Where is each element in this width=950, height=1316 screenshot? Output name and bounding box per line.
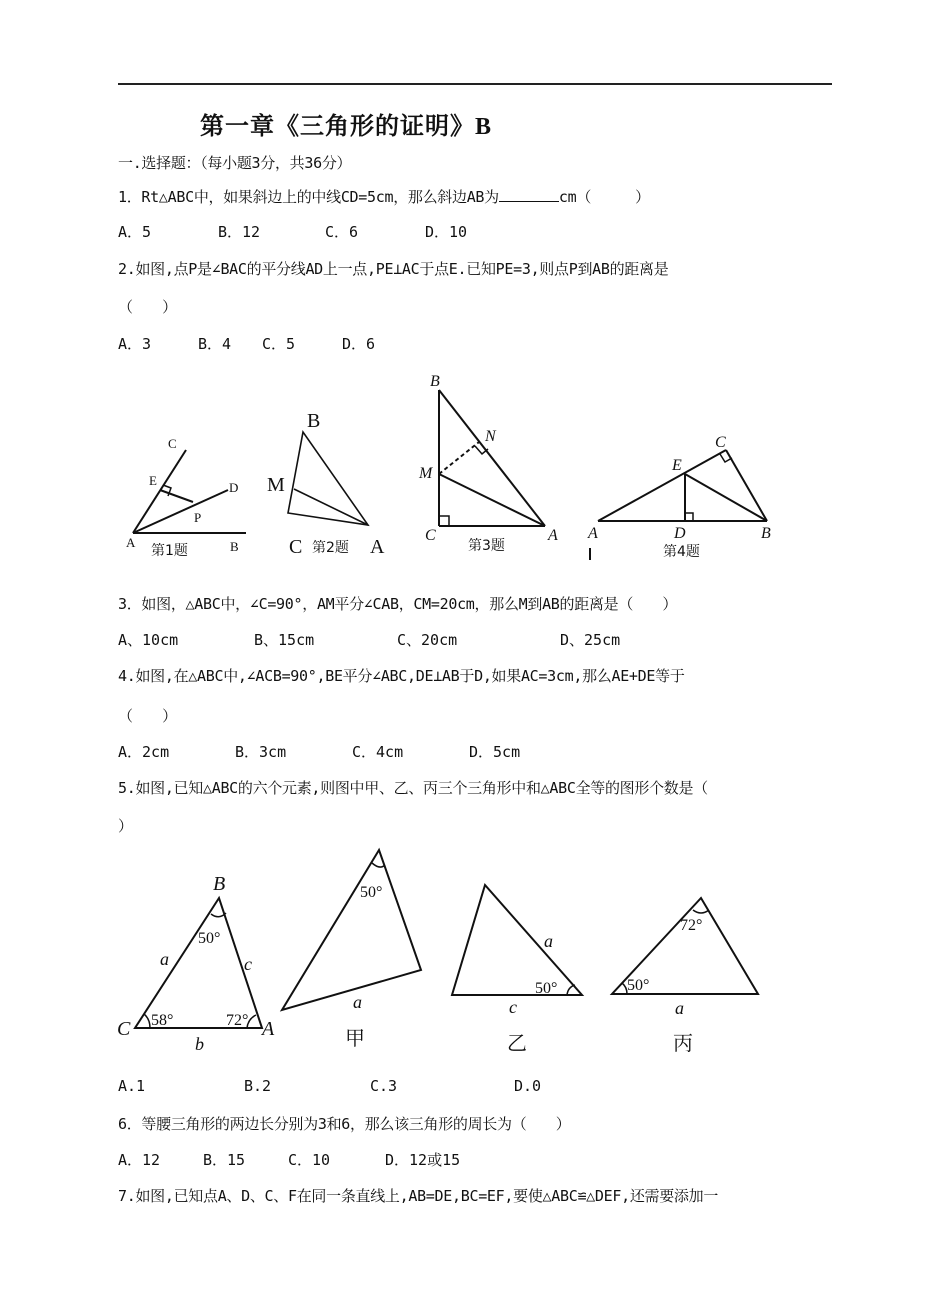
fig2-caption: 第2题 xyxy=(312,540,349,556)
fig5-yi-caption: 乙 xyxy=(507,1033,527,1055)
q5-option-d: D.0 xyxy=(514,1077,542,1095)
answer-blank xyxy=(499,189,559,202)
fig5-yi-side-a: a xyxy=(544,931,553,951)
figure-4 xyxy=(585,430,785,565)
fig1-label-d: D xyxy=(229,480,239,495)
figure-5-yi xyxy=(445,875,595,1055)
fig1-label-e: E xyxy=(149,473,157,488)
figure-1 xyxy=(118,430,258,565)
q2-option-a: A．3 xyxy=(118,335,152,353)
page-title: 第一章《三角形的证明》B xyxy=(200,114,493,140)
fig5-yi-angle: 50° xyxy=(535,980,558,997)
fig4-label-d: D xyxy=(674,525,686,542)
fig4-label-b: B xyxy=(761,525,771,542)
fig5-yi-side-c: c xyxy=(509,997,517,1017)
fig4-label-c: C xyxy=(715,434,726,451)
header-rule xyxy=(118,83,832,85)
question-3: 3．如图，△ABC中，∠C=90°，AM平分∠CAB，CM=20cm，那么M到AB的距离是（ ） xyxy=(118,595,678,613)
q1-option-a: A．5 xyxy=(118,223,152,241)
q3-option-b: B、15cm xyxy=(254,631,315,649)
fig5-bing-side: a xyxy=(675,998,684,1018)
fig5-bing-angle-top: 72° xyxy=(680,917,703,934)
fig5-label-c: C xyxy=(117,1018,131,1040)
fig1-label-p: P xyxy=(194,510,202,525)
figure-3 xyxy=(415,370,565,560)
question-1-tail: cm（ ） xyxy=(558,188,650,206)
q1-option-d: D．10 xyxy=(425,223,468,241)
q3-option-a: A、10cm xyxy=(118,631,179,649)
q6-option-d: D．12或15 xyxy=(385,1151,461,1169)
fig2-label-c: C xyxy=(289,536,303,558)
question-6: 6．等腰三角形的两边长分别为3和6，那么该三角形的周长为（ ） xyxy=(118,1115,571,1133)
figure-5-jia xyxy=(275,845,435,1055)
figure-2 xyxy=(265,405,395,565)
fig5-label-a: A xyxy=(262,1018,275,1040)
fig2-label-b: B xyxy=(307,410,321,432)
fig1-label-c: C xyxy=(168,436,177,451)
question-2-cont: （ ） xyxy=(118,298,177,316)
question-7: 7.如图,已知点A、D、C、F在同一条直线上,AB=DE,BC=EF,要使△ABC≌△DEF,还需要添加一 xyxy=(118,1187,719,1205)
q4-option-c: C．4cm xyxy=(352,743,404,761)
fig3-label-a: A xyxy=(548,527,558,544)
fig5-jia-caption: 甲 xyxy=(345,1028,365,1050)
q6-option-c: C．10 xyxy=(288,1151,331,1169)
question-1 xyxy=(118,186,650,207)
fig2-label-a: A xyxy=(370,536,385,558)
question-2: 2.如图,点P是∠BAC的平分线AD上一点,PE⊥AC于点E.已知PE=3,则点P到AB的距离是 xyxy=(118,260,669,278)
fig5-bing-angle-left: 50° xyxy=(627,977,650,994)
q3-option-d: D、25cm xyxy=(560,631,621,649)
fig4-label-e: E xyxy=(672,457,682,474)
q2-option-d: D．6 xyxy=(342,335,376,353)
fig3-caption: 第3题 xyxy=(468,538,505,554)
fig5-angle-c: 58° xyxy=(151,1012,174,1029)
q1-option-c: C．6 xyxy=(325,223,359,241)
q5-option-b: B.2 xyxy=(244,1077,272,1095)
question-1-text: 1．Rt△ABC中，如果斜边上的中线CD=5cm，那么斜边AB为 xyxy=(118,188,499,206)
q2-option-b: B．4 xyxy=(198,335,232,353)
q4-option-a: A．2cm xyxy=(118,743,170,761)
fig5-side-b: b xyxy=(195,1034,204,1054)
fig5-angle-a: 72° xyxy=(226,1012,249,1029)
q4-option-d: D．5cm xyxy=(469,743,521,761)
fig5-side-a: a xyxy=(160,949,169,969)
fig5-angle-b: 50° xyxy=(198,930,221,947)
question-4-cont: （ ） xyxy=(118,707,177,725)
q1-option-b: B．12 xyxy=(218,223,261,241)
fig5-side-c: c xyxy=(244,954,252,974)
q6-option-b: B．15 xyxy=(203,1151,246,1169)
q3-option-c: C、20cm xyxy=(397,631,458,649)
fig4-label-a: A xyxy=(588,525,598,542)
fig3-label-m: M xyxy=(419,465,433,482)
q4-option-b: B．3cm xyxy=(235,743,287,761)
figure-5-bing xyxy=(605,890,765,1055)
fig5-bing-caption: 丙 xyxy=(673,1033,693,1055)
fig1-label-b: B xyxy=(230,539,239,554)
figure-5-abc xyxy=(115,870,285,1055)
question-4: 4.如图,在△ABC中,∠ACB=90°,BE平分∠ABC,DE⊥AB于D,如果AC=3cm,那么AE+DE等于 xyxy=(118,667,685,685)
fig1-caption: 第1题 xyxy=(151,543,188,559)
q5-option-a: A.1 xyxy=(118,1077,146,1095)
section-heading: 一.选择题：（每小题3分，共36分） xyxy=(118,154,352,172)
fig4-caption: 第4题 xyxy=(663,544,700,560)
q2-option-c: C．5 xyxy=(262,335,296,353)
fig3-label-c: C xyxy=(425,527,436,544)
question-5: 5.如图,已知△ABC的六个元素,则图中甲、乙、丙三个三角形中和△ABC全等的图形个数是（ xyxy=(118,779,708,797)
fig2-label-m: M xyxy=(267,474,285,496)
fig5-jia-angle: 50° xyxy=(360,884,383,901)
q6-option-a: A．12 xyxy=(118,1151,161,1169)
fig5-jia-side: a xyxy=(353,992,362,1012)
q5-option-c: C.3 xyxy=(370,1077,398,1095)
fig3-label-b: B xyxy=(430,373,440,390)
question-5-cont: ） xyxy=(118,817,133,835)
fig1-label-a: A xyxy=(126,535,136,550)
fig3-label-n: N xyxy=(485,428,496,445)
fig5-label-b: B xyxy=(213,873,226,895)
